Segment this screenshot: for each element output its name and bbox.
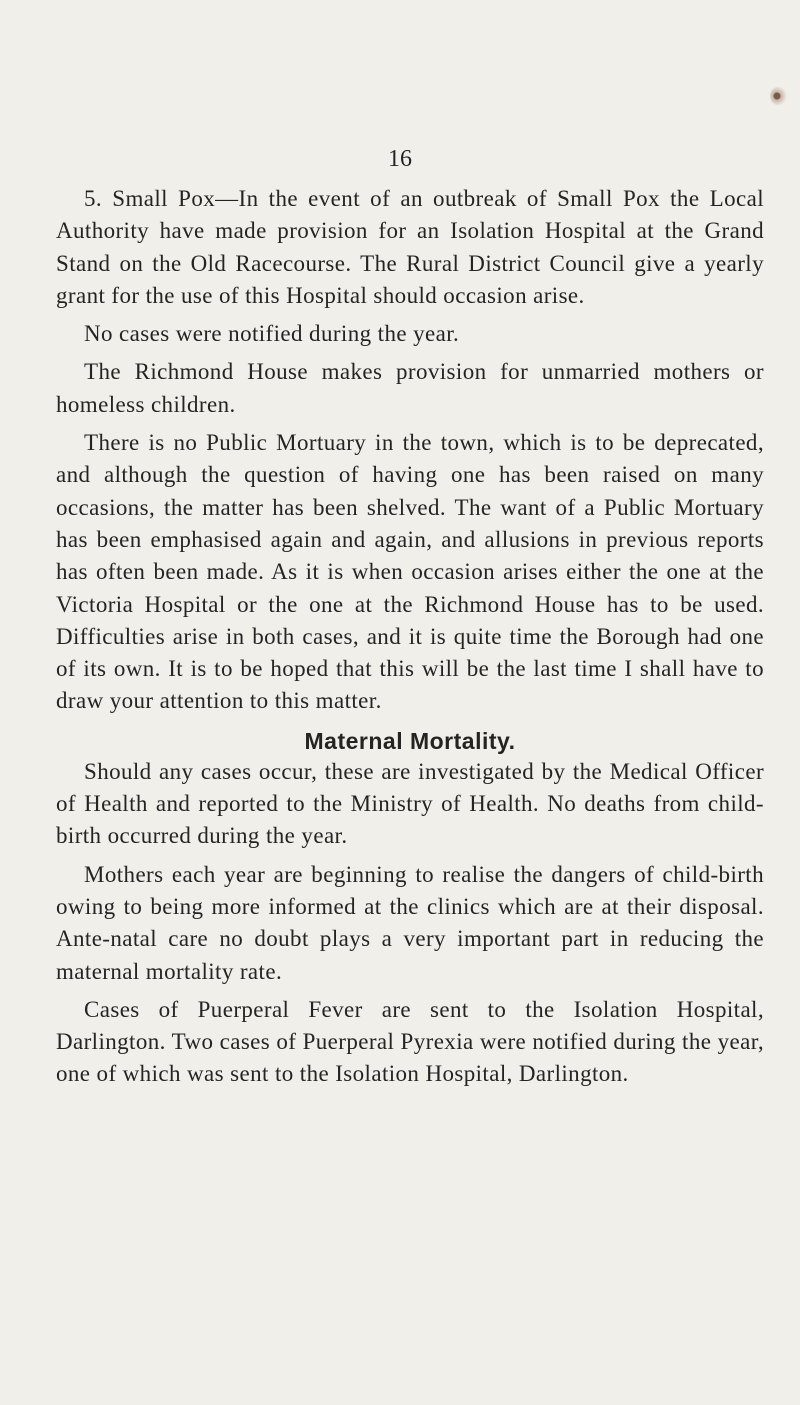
page-number: 16	[388, 146, 412, 172]
paragraph-no-cases: No cases were notified during the year.	[84, 321, 460, 347]
document-body	[56, 183, 764, 1091]
paragraph-cases-investigated: Should any cases occur, these are investigated by the Medical Officer of Health and reported to the Ministry of Health. No deaths from child-birth occurred during the year.	[56, 758, 764, 849]
paragraph-puerperal-fever: Cases of Puerperal Fever are sent to the Isolation Hospital, Darlington. Two cases of Puerperal Pyrexia were notified during the year, one of which was sent to the Isolation Hospital, Darlington.	[56, 996, 764, 1087]
section-heading-maternal-mortality: Maternal Mortality.	[304, 727, 516, 754]
paragraph-richmond-house: The Richmond House makes provision for unmarried mothers or homeless children.	[56, 359, 764, 417]
paragraph-mothers-realise: Mothers each year are beginning to realise the dangers of child-birth owing to being more informed at the clinics which are at their disposal. Ante-natal care no doubt plays a very important part in reducing the maternal mortality rate.	[56, 861, 764, 984]
paragraph-public-mortuary: There is no Public Mortuary in the town, which is to be deprecated, and although the question of having one has been raised on many occasions, the matter has been shelved. The want of a Public Mortuary has been emphasised again and again, and allusions in previous reports has often been made. As it is when occasion arises either the one at the Victoria Hospital or the one at the Richmond House has to be used. Difficulties arise in both cases, and it is quite time the Borough had one of its own. It is to be hoped that this will be the last time I shall have to draw your attention to this matter.	[56, 430, 764, 714]
ink-blot	[770, 86, 790, 106]
paragraph-small-pox: 5. Small Pox—In the event of an outbreak of Small Pox the Local Authority have made provision for an Isolation Hospital at the Grand Stand on the Old Racecourse. The Rural District Council give a yearly grant for the use of this Hospital should occasion arise.	[56, 186, 764, 308]
